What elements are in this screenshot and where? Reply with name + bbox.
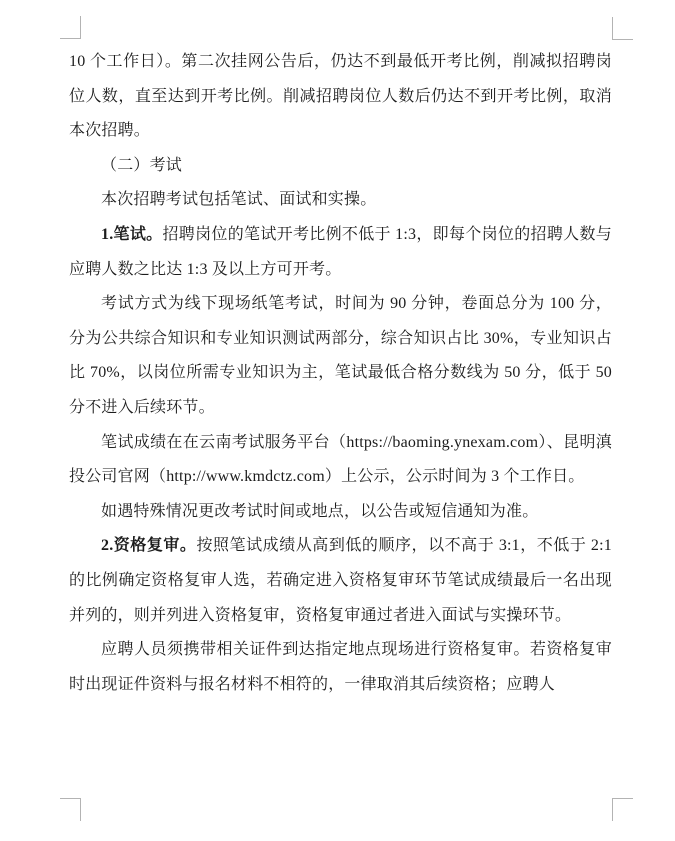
text-run: 应聘人员须携带相关证件到达指定地点现场进行资格复审。若资格复审时出现证件资料与报名材料不相符的，一律取消其后续资格；应聘人 xyxy=(69,641,612,693)
text-run: 笔试成绩在在云南考试服务平台（https://baoming.ynexam.com）、昆明滇投公司官网（http://www.kmdctz.com）上公示，公示时间为 3 个工作日。 xyxy=(69,433,612,486)
document-body xyxy=(69,45,612,702)
paragraph xyxy=(69,287,612,425)
text-run: 10 个工作日）。第二次挂网公告后，仍达不到最低开考比例，削减拟招聘岗位人数，直至达到开考比例。削减招聘岗位人数后仍达不到开考比例，取消本次招聘。 xyxy=(69,53,612,140)
paragraph xyxy=(69,149,612,184)
text-run: 本次招聘考试包括笔试、面试和实操。 xyxy=(101,191,377,209)
margin-crop-mark-bottom-left xyxy=(60,798,81,821)
paragraph xyxy=(69,426,612,495)
margin-crop-mark-top-left xyxy=(60,16,81,39)
paragraph xyxy=(69,633,612,702)
paragraph xyxy=(69,218,612,287)
text-run: 如遇特殊情况更改考试时间或地点，以公告或短信通知为准。 xyxy=(101,502,539,520)
paragraph xyxy=(69,183,612,218)
bold-text-run: 2.资格复审。 xyxy=(101,537,197,555)
margin-crop-mark-top-right xyxy=(612,17,633,40)
text-run: 考试方式为线下现场纸笔考试，时间为 90 分钟，卷面总分为 100 分，分为公共综合知识和专业知识测试两部分，综合知识占比 30%，专业知识占比 70%，以岗位所需专业知识为主，笔试最低合格分数线为 50 分，低于 50 分不进入后续环节。 xyxy=(69,295,612,416)
text-run: 招聘岗位的笔试开考比例不低于 1:3，即每个岗位的招聘人数与应聘人数之比达 1:3 及以上方可开考。 xyxy=(69,225,612,278)
paragraph xyxy=(69,529,612,633)
text-run: （二）考试 xyxy=(101,156,183,174)
paragraph xyxy=(69,45,612,149)
paragraph xyxy=(69,495,612,530)
text-run: 按照笔试成绩从高到低的顺序，以不高于 3:1，不低于 2:1 的比例确定资格复审人选，若确定进入资格复审环节笔试成绩最后一名出现并列的，则并列进入资格复审，资格复审通过者进入面试与实操环节。 xyxy=(69,537,612,624)
margin-crop-mark-bottom-right xyxy=(612,798,633,821)
bold-text-run: 1.笔试。 xyxy=(101,225,163,243)
